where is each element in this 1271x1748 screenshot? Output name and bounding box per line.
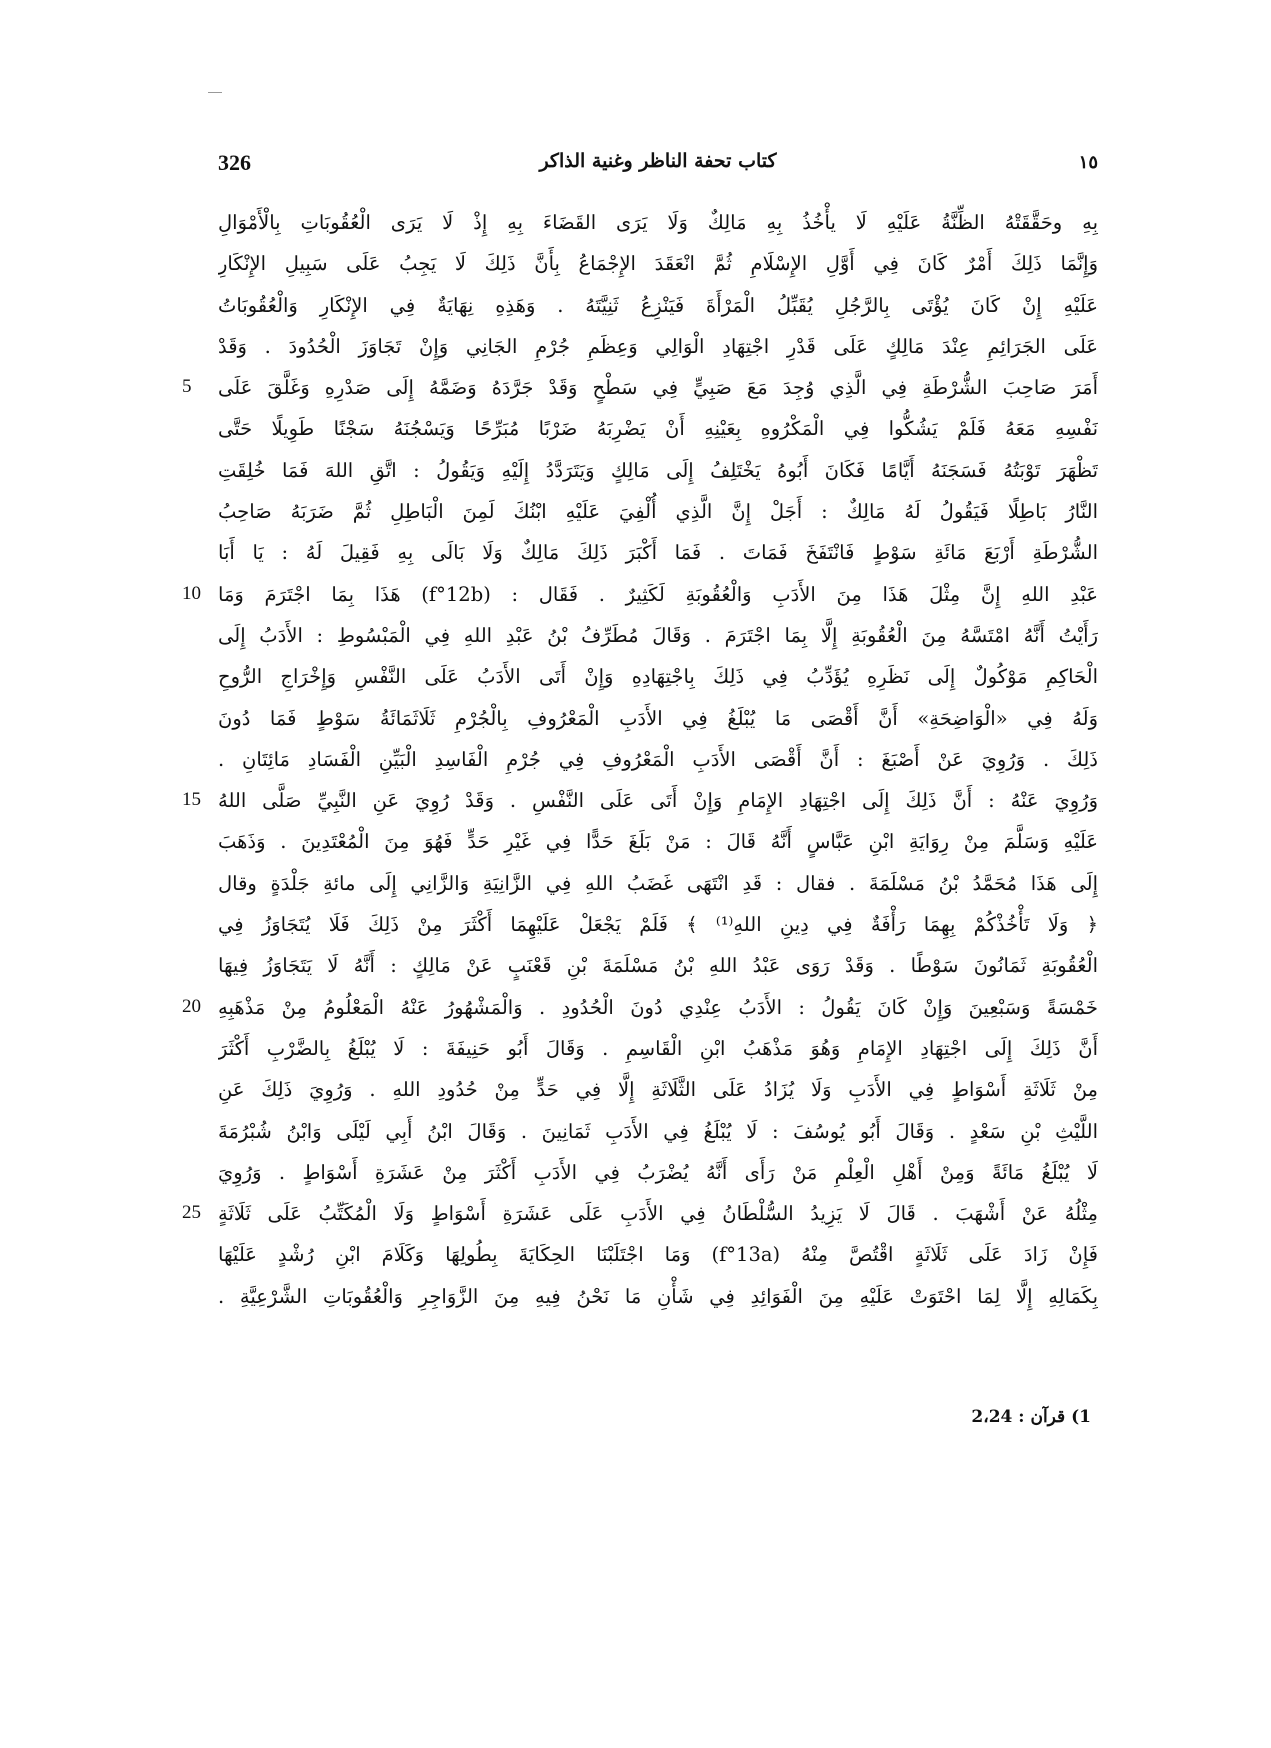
page-corner-mark [208,92,222,93]
text-line-16: عَلَيْهِ وَسَلَّمَ مِنْ رِوَايَةِ ابْنِ عَبَّاسٍ أَنَّهُ قَالَ : مَنْ بَلَغَ حَدًّا فِي غَيْرِ حَدٍّ فَهُوَ مِنَ الْمُعْتَدِينَ . وَذَهَبَ [218,830,1098,854]
text-line-18: ﴿ وَلَا تَأْخُذْكُمْ بِهِمَا رَأْفَةٌ فِي دِينِ اللهِ⁽¹⁾ ﴾ فَلَمْ يَجْعَلْ عَلَيْهِمَا أَكْثَرَ مِنْ ذَلِكَ فَلَا يُتَجَاوَزُ فِي [218,913,1098,937]
text-line-25: مِثْلُهُ عَنْ أَشْهَبَ . قَالَ لَا يَزِيدُ السُّلْطَانُ فِي الأَدَبِ عَلَى عَشَرَةِ أَسْوَاطٍ وَلَا الْمُكَتِّبُ عَلَى ثَلَاثَةٍ [218,1202,1098,1226]
text-line-11: رَأَيْتُ أَنَّهُ امْتَسَّهُ مِنَ الْعُقُوبَةِ إِلَّا بِمَا اجْتَرَمَ . وَقَالَ مُطَرِّفُ بْنُ عَبْدِ اللهِ فِي الْمَبْسُوطِ : الأَدَبُ إِلَى [218,623,1098,647]
body-text [218,202,1098,1317]
text-line-2: وَإِنَّمَا ذَلِكَ أَمْرٌ كَانَ فِي أَوَّلِ الإِسْلَامِ ثُمَّ انْعَقَدَ الإِجْمَاعُ بِأَنَّ ذَلِكَ لَا يَجِبُ عَلَى سَبِيلِ الإِنْكَارِ [218,252,1098,276]
line-number-10: 10 [182,583,201,604]
text-line-10: عَبْدِ اللهِ إِنَّ مِثْلَ هَذَا مِنَ الأَدَبِ وَالْعُقُوبَةِ لَكَثِيرٌ . فَقَال : (f°12b) هَذَا بِمَا اجْتَرَمَ وَمَا [218,582,1098,606]
text-line-7: تَظْهَرَ تَوْبَتُهُ فَسَجَنَهُ أَيَّامًا فَكَانَ أَبُوهُ يَخْتَلِفُ إِلَى مَالِكٍ وَيَتَرَدَّدُ إِلَيْهِ وَيَقُولُ : اتَّقِ اللهَ فَمَا خُلِقَتِ [218,458,1098,482]
running-title: كتاب تحفة الناظر وغنية الذاكر [539,150,777,172]
footnote-marker: 1) [1071,1407,1091,1427]
text-line-8: النَّارُ بَاطِلًا فَيَقُولُ لَهُ مَالِكٌ : أَجَلْ إِنَّ الَّذِي أُلْفِيَ عَلَيْهِ ابْنُكَ لَمِنَ الْبَاطِلِ ثُمَّ ضَرَبَهُ صَاحِبُ [218,500,1098,524]
text-line-15: وَرُوِيَ عَنْهُ : أَنَّ ذَلِكَ إِلَى اجْتِهَادِ الإِمَامِ وَإِنْ أَتَى عَلَى النَّفْسِ . وَقَدْ رُوِيَ عَنِ النَّبِيِّ صَلَّى اللهُ [218,789,1098,813]
text-line-1: بِهِ وحَقَّقَتْهُ الظِّنَّةُ عَلَيْهِ لَا يأْخُذُ بِهِ مَالِكٌ وَلَا يَرَى القَضَاءَ بِهِ إِذْ لَا يَرَى الْعُقُوبَاتِ بِالْأَمْوَالِ [218,211,1098,234]
text-line-4: عَلَى الجَرَائِمِ عِنْدَ مَالِكٍ عَلَى قَدْرِ اجْتِهَادِ الْوَالِي وَعِظَمِ جُرْمِ الجَانِي وَإِنْ تَجَاوَزَ الْحُدُودَ . وَقَدْ [218,334,1098,358]
text-line-12: الْحَاكِمِ مَوْكُولٌ إِلَى نَظَرِهِ يُؤَدِّبُ فِي ذَلِكَ بِاجْتِهَادِهِ وَإِنْ أَتَى الأَدَبُ عَلَى النَّفْسِ وَإِخْرَاجِ الرُّوحِ [218,665,1098,689]
line-number-5: 5 [182,376,192,397]
text-line-27: بِكَمَالِهِ إِلَّا لِمَا احْتَوَتْ عَلَيْهِ مِنَ الْفَوَائِدِ فِي شَأْنِ مَا نَحْنُ فِيهِ مِنَ الزَّوَاجِرِ وَالْعُقُوبَاتِ الشَّرْعِيَّةِ . [218,1284,1098,1308]
line-number-15: 15 [182,789,201,810]
text-line-14: ذَلِكَ . وَرُوِيَ عَنْ أَصْبَغَ : أَنَّ أَقْصَى الأَدَبِ الْمَعْرُوفِ فِي جُرْمِ الْفَاسِدِ الْبَيِّنِ الْفَسَادِ مَائِتَانِ . [218,747,1098,771]
footnote-text: قرآن : 2،24 [971,1407,1066,1427]
page-number: 326 [218,150,251,175]
text-line-23: اللَّيْثِ بْنِ سَعْدٍ . وَقَالَ أَبُو يُوسُفَ : لَا يُبْلَغُ فِي الأَدَبِ ثَمَانِينَ . وَقَالَ ابْنُ أَبِي لَيْلَى وَابْنُ شُبْرُمَةَ [218,1119,1098,1143]
text-line-20: خَمْسَةً وَسَبْعِينَ وَإِنْ كَانَ يَقُولُ : الأَدَبُ عِنْدِي دُونَ الْحُدُودِ . وَالْمَشْهُورُ عَنْهُ الْمَعْلُومُ مِنْ مَذْهَبِهِ [218,995,1098,1019]
text-line-9: الشُّرْطَةِ أَرْبَعَ مَائَةِ سَوْطٍ فَانْتَفَخَ فَمَاتَ . فَمَا أَكْبَرَ ذَلِكَ مَالِكٌ وَلَا بَالَى بِهِ فَقِيلَ لَهُ : يَا أَبَا [218,541,1098,565]
text-line-5: أَمَرَ صَاحِبَ الشُّرْطَةِ فِي الَّذِي وُجِدَ مَعَ صَبِيٍّ فِي سَطْحٍ وَقَدْ جَرَّدَهُ وَضَمَّهُ إِلَى صَدْرِهِ وَغَلَّقَ عَلَى [218,376,1098,400]
text-line-6: نَفْسِهِ مَعَهُ فَلَمْ يَشُكُّوا فِي الْمَكْرُوهِ بِعَيْنِهِ أَنْ يَضْرِبَهُ ضَرْبًا مُبَرِّحًا وَيَسْجُنَهُ سَجْنًا طَوِيلًا حَتَّى [218,417,1098,441]
footnote [971,1407,1091,1427]
text-line-3: عَلَيْهِ إِنْ كَانَ يُؤْتَى بِالرَّجُلِ يُقَبِّلُ الْمَرْأَةَ فَيَنْزِعُ ثَنِيَّتَهُ . وَهَذِهِ نِهَايَةٌ فِي الإِنْكَارِ وَالْعُقُوبَاتُ [218,293,1098,317]
line-number-20: 20 [182,996,201,1017]
text-line-13: وَلَهُ فِي «الْوَاضِحَةِ» أَنَّ أَقْصَى مَا يُبْلَغُ فِي الأَدَبِ الْمَعْرُوفِ بِالْجُرْمِ ثَلَاثَمَائَةُ سَوْطٍ فَمَا دُونَ [218,706,1098,730]
text-line-19: الْعُقُوبَةِ ثَمَانُونَ سَوْطًا . وَقَدْ رَوَى عَبْدُ اللهِ بْنُ مَسْلَمَةَ بْنِ قَعْنَبٍ عَنْ مَالِكٍ : أَنَّهُ لَا يَتَجَاوَزُ فِيهَا [218,954,1098,978]
text-line-21: أَنَّ ذَلِكَ إِلَى اجْتِهَادِ الإِمَامِ وَهُوَ مَذْهَبُ ابْنِ الْقَاسِمِ . وَقَالَ أَبُو حَنِيفَةَ : لَا يُبْلَغُ بِالضَّرْبِ أَكْثَرَ [218,1036,1098,1060]
page-header [218,150,1098,190]
text-line-22: مِنْ ثَلَاثَةِ أَسْوَاطٍ فِي الأَدَبِ وَلَا يُزَادُ عَلَى الثَّلَاثَةِ إِلَّا فِي حَدٍّ مِنْ حُدُودِ اللهِ . وَرُوِيَ ذَلِكَ عَنِ [218,1078,1098,1102]
text-line-24: لَا يُبْلَغُ مَائَةً وَمِنْ أَهْلِ الْعِلْمِ مَنْ رَأَى أَنَّهُ يُضْرَبُ فِي الأَدَبِ أَكْثَرَ مِنْ عَشَرَةِ أَسْوَاطٍ . وَرُوِيَ [218,1160,1098,1184]
line-number-25: 25 [182,1202,201,1223]
text-line-26: فَإِنْ زَادَ عَلَى ثَلَاثَةٍ اقْتُصَّ مِنْهُ (f°13a) وَمَا اجْتَلَبْنَا الحِكَايَةَ بِطُولِهَا وَكَلَامَ ابْنِ رُشْدٍ عَلَيْهَا [218,1243,1098,1267]
text-line-17: إِلَى هَذَا مُحَمَّدُ بْنُ مَسْلَمَةَ . فقال : قَدِ انْتَهَى غَضَبُ اللهِ فِي الزَّانِيَةِ وَالزَّانِي إِلَى مائةِ جَلْدَةٍ وقال [218,871,1098,895]
section-number: ١٥ [1078,152,1098,173]
